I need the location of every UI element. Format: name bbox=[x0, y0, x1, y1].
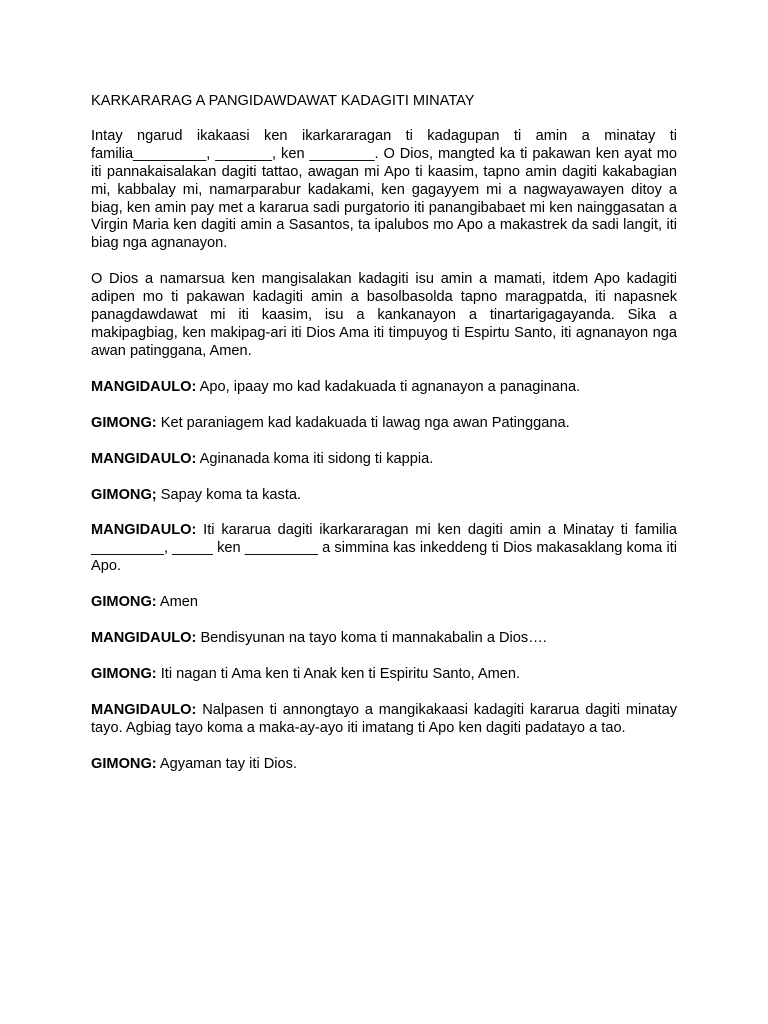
dialogue-text: Iti kararua dagiti ikarkararagan mi ken dagiti amin a Minatay ti familia _________, _____ ken _________ a simmina kas inkeddeng ti Dios makasaklang koma iti Apo. bbox=[91, 522, 677, 575]
dialogue-line bbox=[91, 630, 677, 648]
dialogue-text: Nalpasen ti annongtayo a mangikakaasi kadagiti kararua dagiti minatay tayo. Agbiag tayo koma a maka-ay-ayo iti imatang ti Apo ken dagiti padatayo a tao. bbox=[91, 701, 677, 736]
dialogue-line bbox=[91, 666, 677, 684]
speaker-label: MANGIDAULO: bbox=[91, 378, 197, 395]
dialogue-line bbox=[91, 487, 677, 505]
document-title: KARKARARAG A PANGIDAWDAWAT KADAGITI MINATAY bbox=[91, 93, 475, 109]
dialogue-line bbox=[91, 522, 677, 576]
dialogue-line bbox=[91, 702, 677, 738]
speaker-label: GIMONG: bbox=[91, 594, 157, 611]
dialogue-text: Aginanada koma iti sidong ti kappia. bbox=[196, 450, 434, 467]
prayer-paragraph-1: Intay ngarud ikakaasi ken ikarkararagan ti kadagupan ti amin a minatay ti familia_________, _______, ken ________. O Dios, mangted ka ti pakawan ken ayat mo iti pannakaisalakan dagiti tattao, awagan mi Apo ti kaasim, tapno amin dagiti kakabagian mi, kabbalay mi, namarparabur kadakami, ken gagayyem mi a nagwayawayen ditoy a biag, ken amin pay met a kararua sadi purgatorio iti panangibabaet mi ken nainggasatan a Virgin Maria ken dagiti amin a Sasantos, ta ipalubos mo Apo a makastrek da sadi langit, iti biag nga agnanayon. bbox=[91, 127, 677, 252]
speaker-label: GIMONG: bbox=[91, 414, 157, 431]
speaker-label: MANGIDAULO: bbox=[91, 522, 197, 539]
dialogue-text: Bendisyunan na tayo koma ti mannakabalin a Dios…. bbox=[196, 630, 547, 647]
speaker-label: GIMONG; bbox=[91, 486, 157, 503]
dialogue-text: Sapay koma ta kasta. bbox=[156, 486, 302, 503]
dialogue-text: Ket paraniagem kad kadakuada ti lawag nga awan Patinggana. bbox=[156, 414, 570, 431]
dialogue-text: Agyaman tay iti Dios. bbox=[156, 755, 297, 772]
speaker-label: GIMONG: bbox=[91, 665, 157, 682]
speaker-label: MANGIDAULO: bbox=[91, 450, 197, 467]
speaker-label: MANGIDAULO: bbox=[91, 630, 197, 647]
speaker-label: GIMONG: bbox=[91, 755, 157, 772]
dialogue-line bbox=[91, 756, 677, 774]
dialogue-line bbox=[91, 594, 677, 612]
dialogue-line bbox=[91, 451, 677, 469]
prayer-paragraph-2: O Dios a namarsua ken mangisalakan kadagiti isu amin a mamati, itdem Apo kadagiti adipen mo ti pakawan kadagiti amin a basolbasolda tapno maragpatda, iti napasnek panagdawdawat mi iti kaasim, isu a kankanayon a tinartarigagayanda. Sika a makipagbiag, ken makipag-ari iti Dios Ama iti timpuyog ti Espirtu Santo, iti agnanayon nga awan patinggana, Amen. bbox=[91, 271, 677, 359]
dialogue-text: Apo, ipaay mo kad kadakuada ti agnanayon a panaginana. bbox=[196, 378, 581, 395]
dialogue-line bbox=[91, 415, 677, 433]
dialogue-line bbox=[91, 379, 677, 397]
dialogue-text: Iti nagan ti Ama ken ti Anak ken ti Espiritu Santo, Amen. bbox=[156, 665, 521, 682]
dialogue-text: Amen bbox=[156, 594, 199, 611]
document-page bbox=[91, 93, 677, 792]
speaker-label: MANGIDAULO: bbox=[91, 701, 197, 718]
